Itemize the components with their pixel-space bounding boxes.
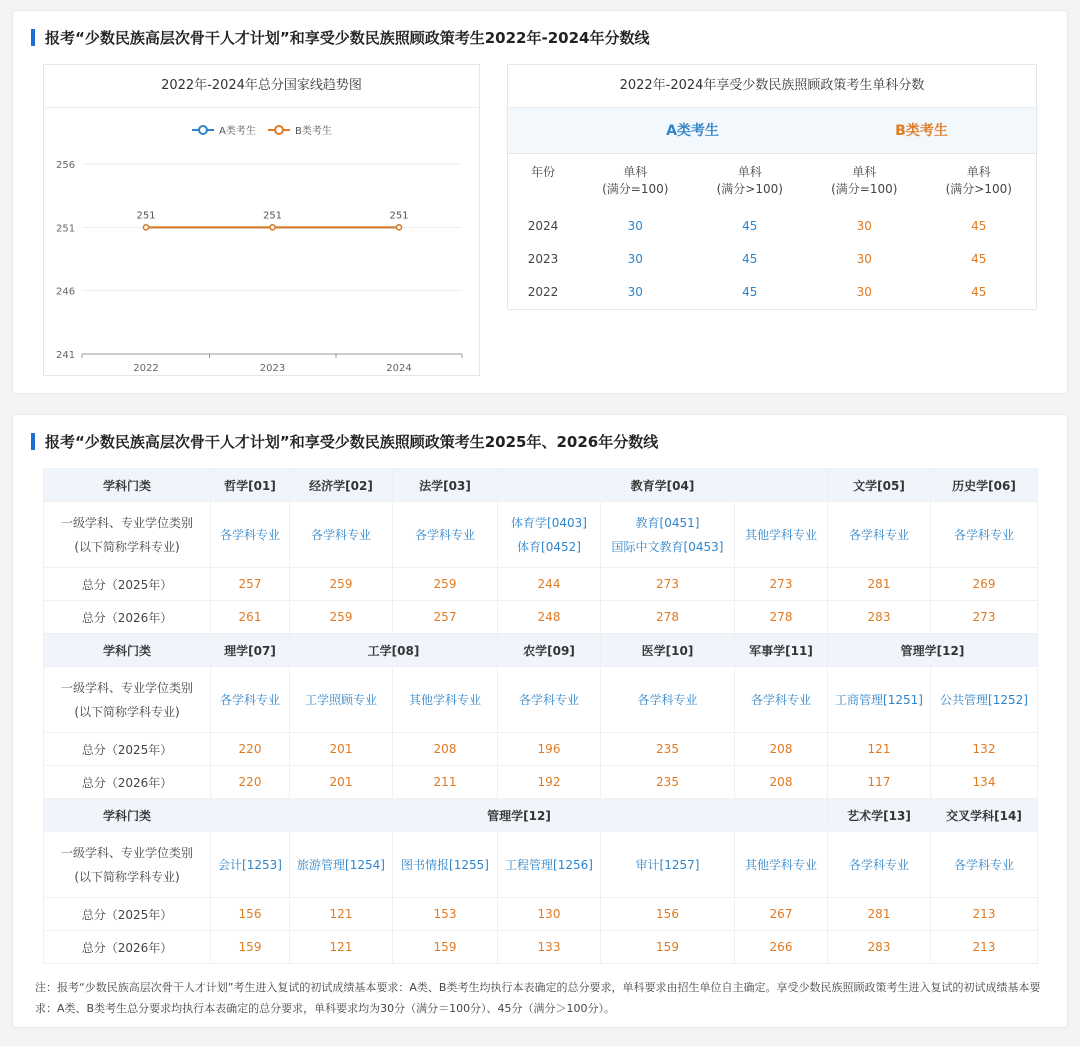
- single-subject-score-table: [508, 108, 1036, 308]
- subject-row: 一级学科、专业学位类别 (以下简称学科专业) 各学科专业 各学科专业 各学科专业 体育学[0403] 体育[0452] 教育[0451] 国际中文教育[0453] 其他学科专业 各学科专业 各学科专业: [44, 502, 1038, 568]
- section-title: [31, 27, 649, 47]
- x-tick-label: 2024: [386, 363, 412, 374]
- y-tick-label: 246: [56, 286, 76, 298]
- data-point: [144, 225, 149, 230]
- data-point: [270, 225, 275, 230]
- section-2022-2024: [12, 10, 1068, 394]
- total-2026-row: 总分（2026年） 159 121 159 133 159 266 283 213: [44, 931, 1038, 964]
- data-label: 251: [389, 210, 409, 222]
- footnote: 注：报考“少数民族高层次骨干人才计划”考生进入复试的初试成绩基本要求：A类、B类考生均执行本表确定的总分要求，单科要求由招生单位自主确定。享受少数民族照顾政策考生进入复试的初试成绩基本要求：A类、B类考生总分要求均执行本表确定的总分要求，单科要求均为30分（满分＝100分）、45分（满分＞100分）。: [35, 981, 1041, 1015]
- group-a-label: A类考生: [578, 108, 807, 153]
- total-2025-row: 总分（2025年） 220 201 208 196 235 208 121 132: [44, 733, 1038, 766]
- score-line-table-2025-2026: [43, 468, 1038, 964]
- y-tick-label: 256: [56, 160, 76, 171]
- data-label: 251: [262, 210, 283, 222]
- section-2025-2026: [12, 414, 1068, 1028]
- col-a-full100: 单科 (满分=100): [602, 165, 669, 197]
- subject-row: 一级学科、专业学位类别 (以下简称学科专业) 会计[1253] 旅游管理[1254] 图书情报[1255] 工程管理[1256] 审计[1257] 其他学科专业 各学科专业 各学科专业: [44, 832, 1038, 898]
- chart-title: 2022年-2024年总分国家线趋势图: [44, 65, 479, 108]
- data-label: 251: [136, 210, 156, 222]
- score-panel-title: 2022年-2024年享受少数民族照顾政策考生单科分数: [508, 65, 1036, 108]
- table-row: 2023 30 45 30 45: [527, 251, 987, 266]
- table-row: 2024 30 45 30 45: [527, 218, 987, 233]
- y-tick-label: 251: [56, 223, 76, 235]
- trend-chart-panel: [43, 64, 480, 376]
- x-tick-label: 2023: [259, 363, 286, 374]
- subject-row: 一级学科、专业学位类别 (以下简称学科专业) 各学科专业 工学照顾专业 其他学科专业 各学科专业 各学科专业 各学科专业 工商管理[1251] 公共管理[1252]: [44, 667, 1038, 733]
- total-2025-row: 总分（2025年） 156 121 153 130 156 267 281 213: [44, 898, 1038, 931]
- category-row: 学科门类 管理学[12] 艺术学[13] 交叉学科[14]: [44, 799, 1038, 832]
- y-tick-label: 241: [56, 350, 76, 361]
- legend-marker: [275, 126, 283, 134]
- title-accent-bar: [31, 433, 35, 450]
- legend-label: B类考生: [295, 126, 332, 137]
- group-b-label: B类考生: [807, 108, 1036, 153]
- table-row: 2022 30 45 30 45: [527, 284, 987, 299]
- col-b-fullgt100: 单科 (满分>100): [945, 165, 1012, 197]
- section-title: [31, 431, 658, 451]
- data-point: [397, 225, 402, 230]
- total-2026-row: 总分（2026年） 261 259 257 248 278 278 283 273: [44, 601, 1038, 634]
- total-2025-row: 总分（2025年） 257 259 259 244 273 273 281 269: [44, 568, 1038, 601]
- category-row: 学科门类 哲学[01] 经济学[02] 法学[03] 教育学[04] 文学[05] 历史学[06]: [44, 469, 1038, 502]
- col-year: 年份: [530, 164, 555, 179]
- single-subject-score-panel: [507, 64, 1037, 310]
- col-b-full100: 单科 (满分=100): [831, 165, 898, 197]
- title-accent-bar: [31, 29, 35, 46]
- legend-marker: [199, 126, 207, 134]
- legend-label: A类考生: [219, 126, 256, 137]
- section-title-text: 报考“少数民族高层次骨干人才计划”和享受少数民族照顾政策考生2022年-2024年分数线: [45, 28, 650, 47]
- total-2026-row: 总分（2026年） 220 201 211 192 235 208 117 134: [44, 766, 1038, 799]
- section-title-text: 报考“少数民族高层次骨干人才计划”和享受少数民族照顾政策考生2025年、2026年分数线: [45, 432, 659, 451]
- col-a-fullgt100: 单科 (满分>100): [716, 165, 783, 197]
- trend-line-chart: [44, 108, 481, 376]
- x-tick-label: 2022: [133, 363, 159, 374]
- category-row: 学科门类 理学[07] 工学[08] 农学[09] 医学[10] 军事学[11] 管理学[12]: [44, 634, 1038, 667]
